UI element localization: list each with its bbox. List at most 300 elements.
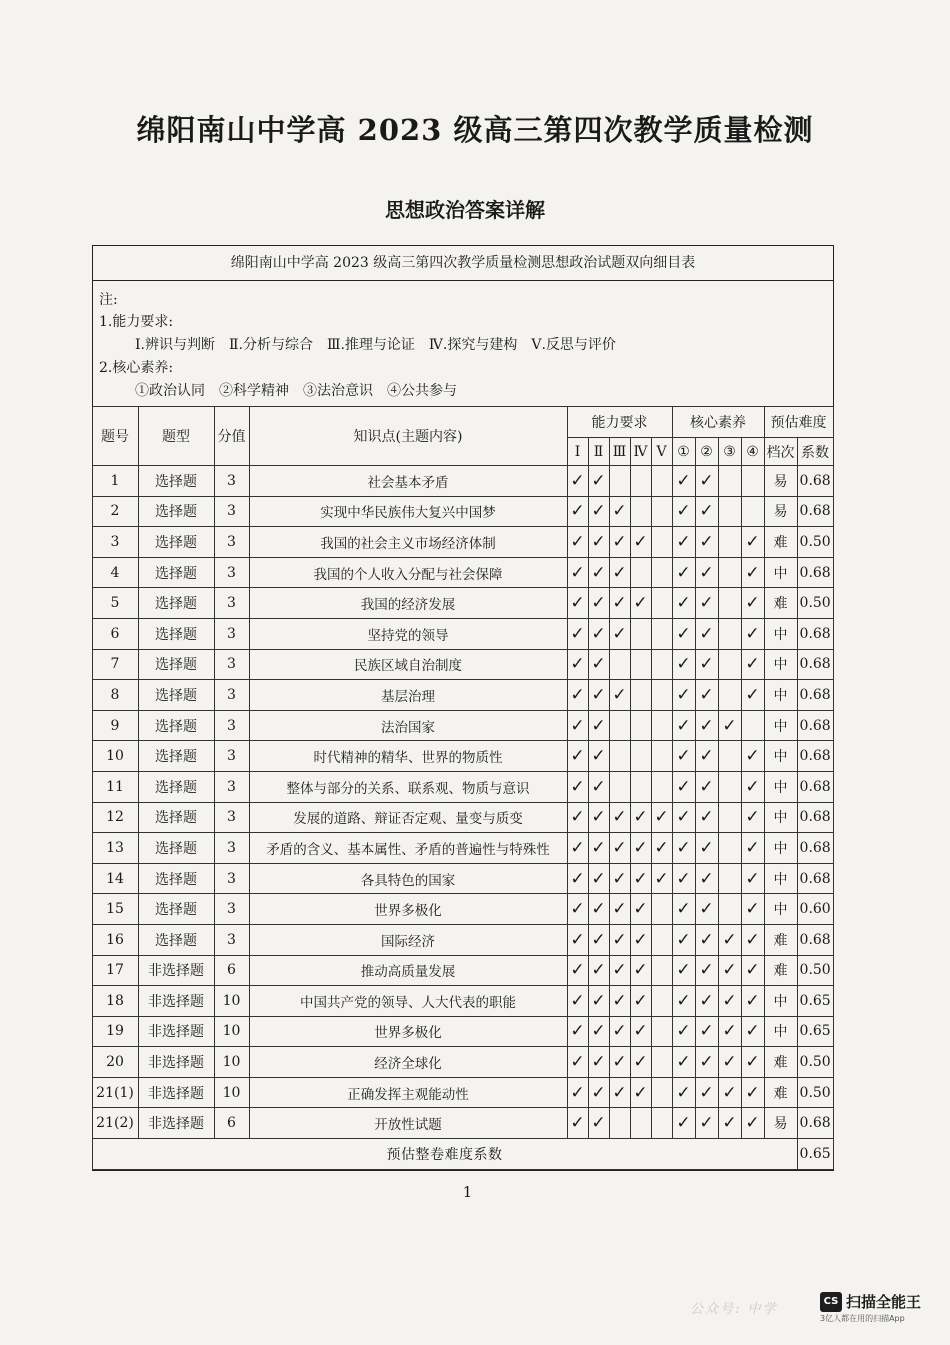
ability-check-1: ✓ [567, 955, 588, 986]
ability-check-4: ✓ [630, 1047, 651, 1078]
difficulty-coef: 0.68 [797, 771, 833, 802]
literacy-check-1: ✓ [672, 1016, 695, 1047]
question-score: 3 [214, 741, 249, 772]
literacy-check-2: ✓ [695, 1047, 718, 1078]
ability-check-4 [630, 649, 651, 680]
ability-check-1: ✓ [567, 1047, 588, 1078]
literacy-check-3 [718, 618, 741, 649]
literacy-check-3: ✓ [718, 1108, 741, 1139]
watermark-text: 公众号: 中学 [690, 1302, 778, 1317]
literacy-check-4: ✓ [741, 649, 764, 680]
literacy-check-1: ✓ [672, 557, 695, 588]
question-number: 14 [92, 863, 138, 894]
literacy-check-3 [718, 771, 741, 802]
ability-check-1: ✓ [567, 557, 588, 588]
ability-check-3: ✓ [609, 986, 630, 1017]
question-type: 选择题 [138, 466, 214, 497]
ability-check-1: ✓ [567, 771, 588, 802]
header-literacy-4: ④ [741, 438, 764, 466]
ability-check-2: ✓ [588, 894, 609, 925]
literacy-check-4: ✓ [741, 955, 764, 986]
difficulty-level: 中 [764, 618, 797, 649]
ability-check-3 [609, 710, 630, 741]
difficulty-level: 难 [764, 588, 797, 619]
question-type: 选择题 [138, 527, 214, 558]
header-qno: 题号 [92, 407, 138, 466]
literacy-check-1: ✓ [672, 802, 695, 833]
knowledge-topic: 我国的经济发展 [249, 588, 567, 619]
ability-check-5 [651, 466, 672, 497]
literacy-check-2: ✓ [695, 924, 718, 955]
ability-items: Ⅰ.辨识与判断 Ⅱ.分析与综合 Ⅲ.推理与论证 Ⅳ.探究与建构 Ⅴ.反思与评价 [135, 337, 616, 353]
literacy-check-3 [718, 680, 741, 711]
question-score: 3 [214, 894, 249, 925]
literacy-check-4: ✓ [741, 1016, 764, 1047]
literacy-check-4: ✓ [741, 1108, 764, 1139]
ability-check-3: ✓ [609, 833, 630, 864]
literacy-check-2: ✓ [695, 466, 718, 497]
ability-check-4: ✓ [630, 527, 651, 558]
ability-check-2: ✓ [588, 1047, 609, 1078]
knowledge-topic: 中国共产党的领导、人大代表的职能 [249, 986, 567, 1017]
knowledge-topic: 经济全球化 [249, 1047, 567, 1078]
question-type: 非选择题 [138, 1047, 214, 1078]
ability-check-5 [651, 618, 672, 649]
difficulty-level: 中 [764, 649, 797, 680]
literacy-check-4: ✓ [741, 741, 764, 772]
ability-check-1: ✓ [567, 649, 588, 680]
knowledge-topic: 世界多极化 [249, 894, 567, 925]
table-row [92, 863, 833, 894]
question-score: 6 [214, 955, 249, 986]
question-type: 选择题 [138, 771, 214, 802]
difficulty-level: 中 [764, 710, 797, 741]
literacy-check-3 [718, 649, 741, 680]
note-label: 注: [99, 292, 118, 308]
question-type: 非选择题 [138, 986, 214, 1017]
ability-check-2: ✓ [588, 588, 609, 619]
table-row [92, 710, 833, 741]
header-literacy: 核心素养 [672, 407, 764, 438]
ability-check-3: ✓ [609, 924, 630, 955]
header-qtype: 题型 [138, 407, 214, 466]
literacy-check-2: ✓ [695, 1077, 718, 1108]
question-number: 9 [92, 710, 138, 741]
header-ability-2: Ⅱ [588, 438, 609, 466]
literacy-check-4: ✓ [741, 894, 764, 925]
question-type: 选择题 [138, 680, 214, 711]
scanner-brand [820, 1291, 921, 1324]
ability-check-3 [609, 466, 630, 497]
literacy-check-1: ✓ [672, 1047, 695, 1078]
ability-check-5 [651, 894, 672, 925]
ability-check-3: ✓ [609, 1077, 630, 1108]
question-number: 20 [92, 1047, 138, 1078]
question-type: 选择题 [138, 649, 214, 680]
knowledge-topic: 坚持党的领导 [249, 618, 567, 649]
literacy-check-1: ✓ [672, 527, 695, 558]
table-caption: 绵阳南山中学高 2023 级高三第四次教学质量检测思想政治试题双向细目表 [93, 246, 833, 281]
ability-check-4: ✓ [630, 863, 651, 894]
table-row [92, 618, 833, 649]
table-row [92, 680, 833, 711]
question-type: 选择题 [138, 894, 214, 925]
ability-check-4 [630, 1108, 651, 1139]
ability-check-4: ✓ [630, 1077, 651, 1108]
table-row [92, 986, 833, 1017]
literacy-check-1: ✓ [672, 771, 695, 802]
ability-check-4 [630, 496, 651, 527]
question-type: 选择题 [138, 924, 214, 955]
difficulty-level: 中 [764, 771, 797, 802]
ability-check-4 [630, 771, 651, 802]
literacy-check-4 [741, 496, 764, 527]
question-number: 10 [92, 741, 138, 772]
question-score: 3 [214, 588, 249, 619]
ability-check-1: ✓ [567, 588, 588, 619]
question-number: 21(1) [92, 1077, 138, 1108]
literacy-check-3: ✓ [718, 955, 741, 986]
knowledge-topic: 发展的道路、辩证否定观、量变与质变 [249, 802, 567, 833]
literacy-check-3: ✓ [718, 1016, 741, 1047]
literacy-check-2: ✓ [695, 1108, 718, 1139]
literacy-check-3 [718, 741, 741, 772]
literacy-check-3: ✓ [718, 1077, 741, 1108]
difficulty-coef: 0.68 [797, 710, 833, 741]
difficulty-level: 中 [764, 557, 797, 588]
literacy-check-4: ✓ [741, 771, 764, 802]
difficulty-level: 中 [764, 680, 797, 711]
literacy-check-4: ✓ [741, 1047, 764, 1078]
difficulty-level: 难 [764, 1077, 797, 1108]
ability-check-1: ✓ [567, 1108, 588, 1139]
literacy-check-1: ✓ [672, 466, 695, 497]
ability-check-2: ✓ [588, 649, 609, 680]
question-score: 3 [214, 649, 249, 680]
ability-check-5 [651, 680, 672, 711]
knowledge-topic: 时代精神的精华、世界的物质性 [249, 741, 567, 772]
question-score: 3 [214, 618, 249, 649]
knowledge-topic: 开放性试题 [249, 1108, 567, 1139]
question-type: 非选择题 [138, 1108, 214, 1139]
brand-tagline: 3亿人都在用的扫描App [820, 1314, 905, 1323]
question-score: 3 [214, 802, 249, 833]
question-number: 18 [92, 986, 138, 1017]
question-number: 11 [92, 771, 138, 802]
literacy-check-3 [718, 863, 741, 894]
difficulty-level: 难 [764, 924, 797, 955]
header-ability-1: Ⅰ [567, 438, 588, 466]
literacy-check-1: ✓ [672, 863, 695, 894]
question-score: 10 [214, 986, 249, 1017]
difficulty-coef: 0.68 [797, 618, 833, 649]
ability-check-5 [651, 710, 672, 741]
ability-check-2: ✓ [588, 863, 609, 894]
header-level: 档次 [764, 438, 797, 466]
difficulty-coef: 0.65 [797, 986, 833, 1017]
difficulty-level: 易 [764, 1108, 797, 1139]
table-row [92, 955, 833, 986]
literacy-check-4 [741, 466, 764, 497]
literacy-check-1: ✓ [672, 894, 695, 925]
ability-check-3: ✓ [609, 1047, 630, 1078]
literacy-check-2: ✓ [695, 527, 718, 558]
literacy-check-2: ✓ [695, 863, 718, 894]
header-literacy-1: ① [672, 438, 695, 466]
table-row [92, 894, 833, 925]
header-ability-3: Ⅲ [609, 438, 630, 466]
ability-check-5 [651, 1108, 672, 1139]
header-literacy-2: ② [695, 438, 718, 466]
literacy-check-2: ✓ [695, 771, 718, 802]
literacy-check-3 [718, 802, 741, 833]
table-row [92, 588, 833, 619]
ability-check-2: ✓ [588, 527, 609, 558]
question-type: 选择题 [138, 710, 214, 741]
ability-check-5: ✓ [651, 833, 672, 864]
literacy-check-2: ✓ [695, 894, 718, 925]
literacy-check-3 [718, 588, 741, 619]
literacy-check-1: ✓ [672, 986, 695, 1017]
knowledge-topic: 基层治理 [249, 680, 567, 711]
question-type: 选择题 [138, 741, 214, 772]
ability-check-5 [651, 986, 672, 1017]
knowledge-topic: 世界多极化 [249, 1016, 567, 1047]
literacy-check-1: ✓ [672, 955, 695, 986]
difficulty-level: 难 [764, 527, 797, 558]
ability-check-4: ✓ [630, 955, 651, 986]
ability-check-1: ✓ [567, 741, 588, 772]
literacy-check-4: ✓ [741, 833, 764, 864]
ability-check-2: ✓ [588, 1016, 609, 1047]
question-number: 8 [92, 680, 138, 711]
knowledge-topic: 民族区域自治制度 [249, 649, 567, 680]
table-row [92, 527, 833, 558]
literacy-check-4: ✓ [741, 557, 764, 588]
question-score: 3 [214, 680, 249, 711]
ability-check-5 [651, 924, 672, 955]
knowledge-topic: 推动高质量发展 [249, 955, 567, 986]
literacy-check-2: ✓ [695, 833, 718, 864]
ability-check-3: ✓ [609, 527, 630, 558]
knowledge-topic: 正确发挥主观能动性 [249, 1077, 567, 1108]
question-type: 选择题 [138, 496, 214, 527]
ability-check-5 [651, 955, 672, 986]
ability-check-3: ✓ [609, 894, 630, 925]
ability-check-4: ✓ [630, 1016, 651, 1047]
ability-check-2: ✓ [588, 466, 609, 497]
ability-check-4 [630, 710, 651, 741]
ability-check-5: ✓ [651, 802, 672, 833]
ability-check-2: ✓ [588, 680, 609, 711]
knowledge-topic: 我国的个人收入分配与社会保障 [249, 557, 567, 588]
ability-check-5 [651, 588, 672, 619]
literacy-check-3 [718, 833, 741, 864]
camscanner-logo-icon: CS [820, 1292, 842, 1312]
ability-check-1: ✓ [567, 894, 588, 925]
table-row [92, 1047, 833, 1078]
header-ability: 能力要求 [567, 407, 672, 438]
literacy-check-1: ✓ [672, 1077, 695, 1108]
ability-check-2: ✓ [588, 557, 609, 588]
literacy-check-3 [718, 557, 741, 588]
literacy-check-1: ✓ [672, 680, 695, 711]
ability-check-1: ✓ [567, 496, 588, 527]
ability-check-4: ✓ [630, 924, 651, 955]
difficulty-level: 难 [764, 955, 797, 986]
question-score: 3 [214, 557, 249, 588]
difficulty-coef: 0.68 [797, 833, 833, 864]
ability-check-1: ✓ [567, 710, 588, 741]
difficulty-coef: 0.50 [797, 1077, 833, 1108]
ability-check-2: ✓ [588, 833, 609, 864]
ability-check-5 [651, 649, 672, 680]
table-row [92, 496, 833, 527]
literacy-check-1: ✓ [672, 1108, 695, 1139]
difficulty-level: 中 [764, 802, 797, 833]
literacy-check-2: ✓ [695, 496, 718, 527]
knowledge-topic: 实现中华民族伟大复兴中国梦 [249, 496, 567, 527]
difficulty-coef: 0.50 [797, 1047, 833, 1078]
knowledge-topic: 社会基本矛盾 [249, 466, 567, 497]
literacy-check-3: ✓ [718, 1047, 741, 1078]
literacy-check-4: ✓ [741, 588, 764, 619]
literacy-check-2: ✓ [695, 986, 718, 1017]
table-row [92, 741, 833, 772]
question-score: 3 [214, 466, 249, 497]
spec-table-frame [92, 245, 834, 1171]
ability-check-4 [630, 741, 651, 772]
header-score: 分值 [214, 407, 249, 466]
ability-check-4 [630, 618, 651, 649]
question-score: 10 [214, 1077, 249, 1108]
literacy-check-1: ✓ [672, 741, 695, 772]
literacy-check-1: ✓ [672, 588, 695, 619]
ability-check-2: ✓ [588, 710, 609, 741]
ability-check-5: ✓ [651, 863, 672, 894]
ability-check-5 [651, 1077, 672, 1108]
question-number: 4 [92, 557, 138, 588]
ability-check-5 [651, 557, 672, 588]
literacy-check-2: ✓ [695, 741, 718, 772]
ability-check-4 [630, 680, 651, 711]
literacy-check-4: ✓ [741, 802, 764, 833]
table-row [92, 557, 833, 588]
literacy-check-3: ✓ [718, 710, 741, 741]
difficulty-coef: 0.68 [797, 1108, 833, 1139]
ability-check-4 [630, 466, 651, 497]
ability-check-3: ✓ [609, 680, 630, 711]
literacy-check-3 [718, 894, 741, 925]
ability-check-1: ✓ [567, 1077, 588, 1108]
difficulty-level: 易 [764, 496, 797, 527]
ability-check-2: ✓ [588, 618, 609, 649]
ability-check-1: ✓ [567, 527, 588, 558]
question-type: 非选择题 [138, 1077, 214, 1108]
question-number: 5 [92, 588, 138, 619]
ability-check-3 [609, 741, 630, 772]
question-type: 选择题 [138, 833, 214, 864]
literacy-check-2: ✓ [695, 710, 718, 741]
literacy-check-3: ✓ [718, 924, 741, 955]
ability-check-2: ✓ [588, 924, 609, 955]
literacy-check-4: ✓ [741, 527, 764, 558]
difficulty-level: 中 [764, 1016, 797, 1047]
table-row [92, 924, 833, 955]
table-row [92, 1077, 833, 1108]
literacy-items: ①政治认同 ②科学精神 ③法治意识 ④公共参与 [135, 383, 457, 399]
knowledge-topic: 整体与部分的关系、联系观、物质与意识 [249, 771, 567, 802]
ability-check-2: ✓ [588, 802, 609, 833]
difficulty-coef: 0.68 [797, 496, 833, 527]
ability-check-4: ✓ [630, 986, 651, 1017]
difficulty-coef: 0.50 [797, 588, 833, 619]
knowledge-topic: 各具特色的国家 [249, 863, 567, 894]
question-number: 1 [92, 466, 138, 497]
literacy-check-2: ✓ [695, 618, 718, 649]
ability-check-3 [609, 771, 630, 802]
literacy-check-3 [718, 466, 741, 497]
difficulty-coef: 0.68 [797, 557, 833, 588]
ability-check-1: ✓ [567, 986, 588, 1017]
literacy-check-3 [718, 496, 741, 527]
ability-check-3 [609, 649, 630, 680]
question-number: 12 [92, 802, 138, 833]
ability-check-2: ✓ [588, 955, 609, 986]
question-score: 6 [214, 1108, 249, 1139]
header-difficulty: 预估难度 [764, 407, 833, 438]
question-type: 选择题 [138, 802, 214, 833]
literacy-check-1: ✓ [672, 618, 695, 649]
literacy-label: 2.核心素养: [99, 360, 174, 376]
ability-check-5 [651, 1047, 672, 1078]
ability-check-3: ✓ [609, 1016, 630, 1047]
ability-check-3: ✓ [609, 955, 630, 986]
document-subtitle: 思想政治答案详解 [385, 198, 545, 222]
knowledge-topic: 我国的社会主义市场经济体制 [249, 527, 567, 558]
overall-difficulty-value: 0.65 [797, 1139, 833, 1170]
ability-check-3: ✓ [609, 802, 630, 833]
literacy-check-3: ✓ [718, 986, 741, 1017]
ability-check-1: ✓ [567, 863, 588, 894]
question-type: 非选择题 [138, 955, 214, 986]
question-number: 16 [92, 924, 138, 955]
ability-check-1: ✓ [567, 618, 588, 649]
difficulty-coef: 0.68 [797, 680, 833, 711]
ability-check-1: ✓ [567, 924, 588, 955]
knowledge-topic: 矛盾的含义、基本属性、矛盾的普遍性与特殊性 [249, 833, 567, 864]
table-row [92, 833, 833, 864]
question-type: 选择题 [138, 863, 214, 894]
difficulty-level: 中 [764, 863, 797, 894]
ability-check-3: ✓ [609, 863, 630, 894]
question-score: 3 [214, 496, 249, 527]
ability-check-4 [630, 557, 651, 588]
difficulty-level: 中 [764, 833, 797, 864]
knowledge-topic: 国际经济 [249, 924, 567, 955]
literacy-check-1: ✓ [672, 649, 695, 680]
literacy-check-1: ✓ [672, 710, 695, 741]
difficulty-level: 中 [764, 894, 797, 925]
difficulty-level: 难 [764, 1047, 797, 1078]
ability-check-3 [609, 1108, 630, 1139]
footer-row [92, 1139, 833, 1170]
ability-check-1: ✓ [567, 680, 588, 711]
question-type: 选择题 [138, 557, 214, 588]
question-number: 13 [92, 833, 138, 864]
header-ability-4: Ⅳ [630, 438, 651, 466]
question-number: 21(2) [92, 1108, 138, 1139]
